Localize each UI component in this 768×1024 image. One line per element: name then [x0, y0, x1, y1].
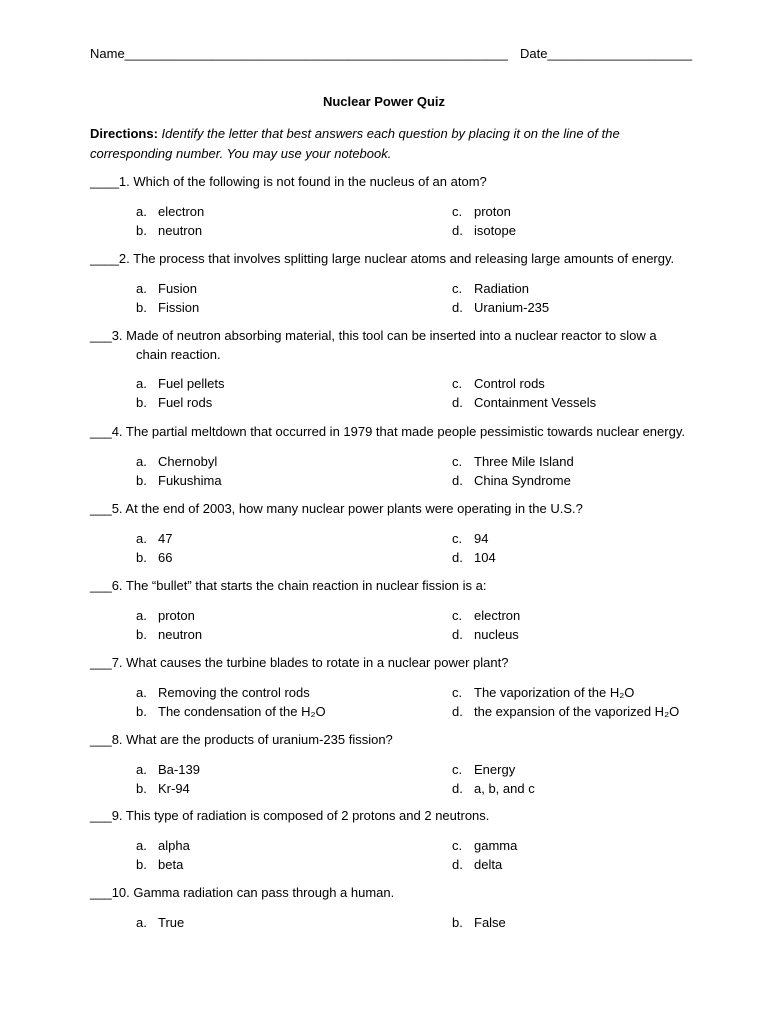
question-8 [90, 730, 690, 749]
choice-letter: d. [452, 857, 463, 872]
choice-text: Radiation [474, 281, 529, 296]
choice-text: 94 [474, 531, 489, 546]
answer-choice [452, 529, 488, 548]
directions-label: Directions: [90, 126, 158, 141]
question-4 [90, 422, 690, 441]
answer-choice [136, 393, 212, 412]
question-text: ___4. The partial meltdown that occurred in 1979 that made people pessimistic towards nuclear energy. [90, 424, 685, 439]
choice-text: Ba-139 [158, 762, 200, 777]
choice-letter: c. [452, 762, 463, 777]
choice-text: nucleus [474, 627, 519, 642]
choice-letter: c. [452, 608, 463, 623]
choice-text: a, b, and c [474, 781, 535, 796]
choice-letter: a. [136, 915, 147, 930]
question-text: ___6. The “bullet” that starts the chain reaction in nuclear fission is a: [90, 578, 487, 593]
choice-letter: d. [452, 473, 463, 488]
answer-choice [136, 760, 200, 779]
question-10 [90, 883, 690, 902]
question-text: ___7. What causes the turbine blades to rotate in a nuclear power plant? [90, 655, 509, 670]
answer-choice [136, 529, 172, 548]
answer-choice [136, 374, 224, 393]
answer-choice [452, 702, 679, 721]
answer-choice [136, 452, 217, 471]
choice-text: delta [474, 857, 503, 872]
date-field: Date____________________ [520, 46, 693, 61]
question-1 [90, 172, 690, 191]
answer-choice [452, 202, 511, 221]
answer-choice [452, 760, 515, 779]
answer-choice [136, 606, 195, 625]
choice-letter: d. [452, 395, 463, 410]
choice-text: Kr-94 [158, 781, 190, 796]
choice-letter: a. [136, 281, 147, 296]
choice-letter: b. [136, 857, 147, 872]
answer-choice [452, 374, 545, 393]
answer-choice [452, 221, 516, 240]
choice-letter: a. [136, 204, 147, 219]
answer-choice [452, 606, 520, 625]
answer-choice [452, 625, 519, 644]
choice-text: 47 [158, 531, 173, 546]
choice-text: Control rods [474, 376, 545, 391]
choice-text: Containment Vessels [474, 395, 597, 410]
choice-text: 104 [474, 550, 496, 565]
choice-text: Removing the control rods [158, 685, 310, 700]
answer-choice [452, 298, 549, 317]
choice-letter: a. [136, 685, 147, 700]
answer-choice [136, 202, 204, 221]
choice-letter: b. [136, 550, 147, 565]
choice-letter: a. [136, 762, 147, 777]
choice-letter: a. [136, 838, 147, 853]
choice-letter: c. [452, 531, 463, 546]
answer-choice [136, 913, 184, 932]
page-title: Nuclear Power Quiz [322, 94, 446, 109]
question-9 [90, 806, 690, 825]
choice-letter: c. [452, 454, 463, 469]
answer-choice [452, 779, 535, 798]
choice-text: isotope [474, 223, 516, 238]
choice-text: Fuel rods [158, 395, 213, 410]
choice-text: electron [158, 204, 205, 219]
choice-text: Fission [158, 300, 200, 315]
choice-letter: c. [452, 281, 463, 296]
choice-letter: a. [136, 531, 147, 546]
answer-choice [136, 836, 190, 855]
question-text: ___3. Made of neutron absorbing material, this tool can be inserted into a nuclear reactor to slow a [90, 328, 657, 343]
choice-letter: b. [136, 395, 147, 410]
answer-choice [136, 779, 190, 798]
choice-letter: c. [452, 376, 463, 391]
choice-letter: b. [136, 223, 147, 238]
choice-letter: d. [452, 627, 463, 642]
header-row [90, 46, 693, 66]
question-text: ____2. The process that involves splitting large nuclear atoms and releasing large amounts of energy. [90, 251, 675, 266]
choice-letter: a. [136, 376, 147, 391]
choice-letter: d. [452, 223, 463, 238]
choice-text: gamma [474, 838, 518, 853]
choice-text: The vaporization of the H₂O [474, 685, 635, 700]
choice-text: the expansion of the vaporized H₂O [474, 704, 680, 719]
choice-text: China Syndrome [474, 473, 571, 488]
choice-letter: a. [136, 608, 147, 623]
choice-text: beta [158, 857, 184, 872]
answer-choice [136, 855, 183, 874]
directions-text: Identify the letter that best answers each question by placing it on the line of the corresponding number. You may use your notebook. [90, 126, 620, 161]
answer-choice [452, 548, 496, 567]
choice-text: Fukushima [158, 473, 222, 488]
answer-choice [136, 279, 197, 298]
question-7 [90, 653, 690, 672]
answer-choice [452, 452, 574, 471]
choice-letter: d. [452, 300, 463, 315]
choice-letter: d. [452, 704, 463, 719]
choice-letter: b. [136, 781, 147, 796]
answer-choice [136, 625, 202, 644]
choice-letter: c. [452, 204, 463, 219]
choice-text: neutron [158, 627, 203, 642]
choice-letter: b. [136, 627, 147, 642]
answer-choice [452, 855, 502, 874]
question-3 [90, 326, 690, 364]
choice-letter: c. [452, 685, 463, 700]
choice-letter: c. [452, 838, 463, 853]
answer-choice [136, 298, 199, 317]
question-text: ___9. This type of radiation is composed of 2 protons and 2 neutrons. [90, 808, 490, 823]
choice-letter: b. [452, 915, 463, 930]
choice-text: Energy [474, 762, 516, 777]
choice-letter: b. [136, 473, 147, 488]
answer-choice [452, 393, 596, 412]
choice-text: Chernobyl [158, 454, 218, 469]
answer-choice [136, 548, 172, 567]
choice-text: The condensation of the H₂O [158, 704, 326, 719]
choice-letter: a. [136, 454, 147, 469]
choice-text: Three Mile Island [474, 454, 574, 469]
answer-choice [452, 683, 634, 702]
choice-letter: d. [452, 550, 463, 565]
question-text: ___5. At the end of 2003, how many nuclear power plants were operating in the U.S.? [90, 501, 583, 516]
answer-choice [136, 683, 310, 702]
answer-choice [136, 702, 326, 721]
answer-choice [452, 913, 506, 932]
choice-text: Uranium-235 [474, 300, 550, 315]
answer-choice [136, 471, 222, 490]
question-text-continued: chain reaction. [136, 347, 221, 362]
choice-letter: d. [452, 781, 463, 796]
question-2 [90, 249, 690, 268]
answer-choice [452, 471, 571, 490]
choice-text: True [158, 915, 185, 930]
choice-text: proton [474, 204, 511, 219]
question-text: ____1. Which of the following is not found in the nucleus of an atom? [90, 174, 487, 189]
choice-letter: b. [136, 300, 147, 315]
choice-text: Fuel pellets [158, 376, 225, 391]
answer-choice [452, 836, 517, 855]
choice-text: proton [158, 608, 195, 623]
question-text: ___8. What are the products of uranium-235 fission? [90, 732, 393, 747]
question-6 [90, 576, 690, 595]
choice-text: Fusion [158, 281, 198, 296]
question-text: ___10. Gamma radiation can pass through a human. [90, 885, 395, 900]
choice-letter: b. [136, 704, 147, 719]
choice-text: False [474, 915, 506, 930]
answer-choice [136, 221, 202, 240]
question-5 [90, 499, 690, 518]
choice-text: neutron [158, 223, 203, 238]
choice-text: alpha [158, 838, 190, 853]
choice-text: electron [474, 608, 521, 623]
name-field: Name_____________________________________________________ [90, 46, 508, 61]
answer-choice [452, 279, 529, 298]
choice-text: 66 [158, 550, 173, 565]
directions [90, 124, 650, 164]
